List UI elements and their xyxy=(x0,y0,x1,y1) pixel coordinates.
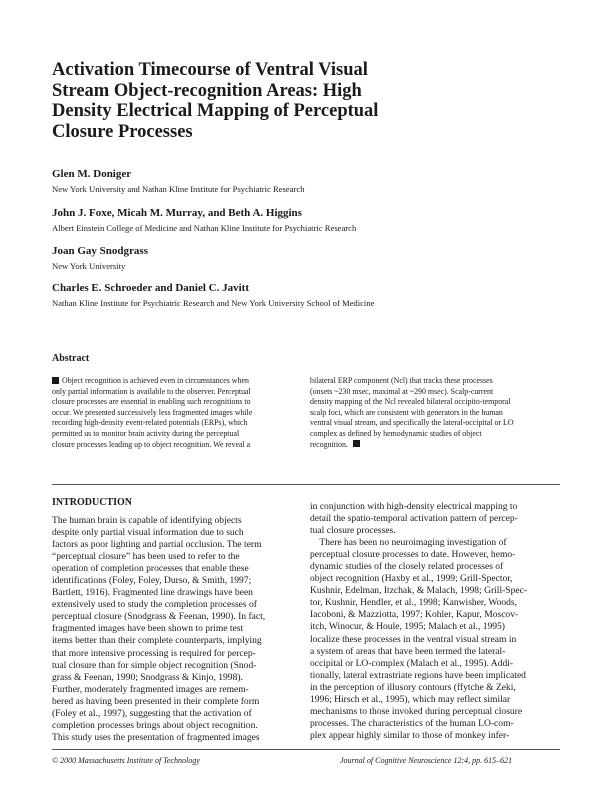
paper-title xyxy=(52,60,472,142)
body-line: tual closure than for simple object recognition (Snod- xyxy=(52,659,257,671)
body-line: factors as poor lighting and partial occlusion. The term xyxy=(52,539,262,551)
abstract-line: occur. We presented successively less fragmented images while xyxy=(52,407,253,417)
body-line: itch, Winocur, & Houle, 1995; Malach et al., 1995) xyxy=(310,621,505,633)
introduction-heading: INTRODUCTION xyxy=(52,497,133,508)
author-names: John J. Foxe, Micah M. Murray, and Beth A. Higgins xyxy=(52,207,302,219)
author-group xyxy=(52,168,572,195)
author-group xyxy=(52,207,572,234)
abstract-line: (onsets ~230 msec, maximal at ~290 msec). Scalp-current xyxy=(310,386,494,396)
abstract-right-column xyxy=(310,376,550,450)
footer-divider xyxy=(52,749,560,750)
body-line: processes. The characteristics of the human LO-com- xyxy=(310,717,514,729)
body-line: grass & Feenan, 1990; Snodgrass & Kinjo, 1998). xyxy=(52,671,243,683)
body-line: despite only partial visual information due to such xyxy=(52,527,244,539)
body-line: perceptual closure (Snodgrass & Feenan, 1990). In fact, xyxy=(52,611,266,623)
body-line: a system of areas that have been termed the lateral- xyxy=(310,645,506,657)
body-line: in conjunction with high-density electrical mapping to xyxy=(310,501,518,512)
abstract-line: density mapping of the Ncl revealed bilateral occipito-temporal xyxy=(310,397,511,407)
body-line: The human brain is capable of identifying objects xyxy=(52,515,242,526)
body-line: localize these processes in the ventral visual stream in xyxy=(310,633,517,645)
body-line: object recognition (Haxby et al., 1999; Grill-Spector, xyxy=(310,573,513,585)
abstract-line: bilateral ERP component (Ncl) that tracks these processes xyxy=(310,376,493,385)
abstract-line: scalp foci, which are consistent with generators in the human xyxy=(310,407,503,417)
title-line: Density Electrical Mapping of Perceptual xyxy=(52,101,379,121)
body-line: dynamic studies of the closely related processes of xyxy=(310,561,504,573)
body-line: plex appear highly similar to those of monkey infer- xyxy=(310,729,510,741)
author-group xyxy=(52,282,572,309)
body-line: “perceptual closure” has been used to refer to the xyxy=(52,551,240,563)
section-marker-icon xyxy=(52,377,59,384)
author-group xyxy=(52,245,572,272)
abstract-line: Object recognition is achieved even in circumstances when xyxy=(52,376,292,387)
body-line: that more intensive processing is required for percep- xyxy=(52,647,256,659)
body-line: tor, Kushnir, Hendler, et al., 1998; Kanwisher, Woods, xyxy=(310,597,517,609)
section-divider xyxy=(52,484,560,485)
abstract-line: recording high-density event-related potentials (ERPs), which xyxy=(52,418,248,428)
author-affiliation: New York University xyxy=(52,261,126,271)
author-affiliation: Albert Einstein College of Medicine and Nathan Kline Institute for Psychiatric Research xyxy=(52,223,357,233)
copyright-notice: © 2000 Massachusetts Institute of Technology xyxy=(52,756,200,765)
body-line: mechanisms to those invoked during perceptual closure xyxy=(310,705,523,717)
body-line: operation of completion processes that enable these xyxy=(52,563,249,575)
author-names: Joan Gay Snodgrass xyxy=(52,245,148,257)
abstract-line: only partial information is available to the observer. Perceptual xyxy=(52,386,251,396)
end-marker-icon xyxy=(353,440,360,447)
body-line: (Foley et al., 1997), suggesting that the activation of xyxy=(52,707,252,719)
body-line: Kushnir, Edelman, Itzchak, & Malach, 1998; Grill-Spec- xyxy=(310,585,528,597)
body-line: bered as having been presented in their complete form xyxy=(52,695,260,707)
abstract-line: closure processes leading up to object recognition. We reveal a xyxy=(52,439,251,449)
body-line: Bartlett, 1916). Fragmented line drawings have been xyxy=(52,587,253,599)
body-line: detail the spatio-temporal activation pattern of percep- xyxy=(310,513,518,525)
body-line: There has been no neuroimaging investigation of xyxy=(310,537,507,549)
abstract-line: recognition. xyxy=(310,440,550,451)
body-line: Iacoboni, & Mazziotta, 1997; Kohler, Kapur, Moscov- xyxy=(310,609,519,621)
body-line: This study uses the presentation of fragmented images xyxy=(52,731,260,743)
body-line: tual closure processes. xyxy=(310,525,396,537)
intro-left-column xyxy=(52,515,300,744)
intro-right-column xyxy=(310,501,558,742)
body-line: completion processes brings about object recognition. xyxy=(52,719,258,731)
journal-citation: Journal of Cognitive Neuroscience 12:4, pp. 615–621 xyxy=(340,756,513,765)
body-line: fragmented images have been shown to prime test xyxy=(52,623,244,635)
author-names: Charles E. Schroeder and Daniel C. Javitt xyxy=(52,282,249,294)
abstract-line: permitted us to monitor brain activity during the perceptual xyxy=(52,428,240,438)
body-line: identifications (Foley, Foley, Durso, & Smith, 1997; xyxy=(52,575,252,587)
abstract-left-column xyxy=(52,376,292,450)
author-names: Glen M. Doniger xyxy=(52,168,132,180)
author-affiliation: New York University and Nathan Kline Institute for Psychiatric Research xyxy=(52,184,305,194)
abstract-line: complex as defined by hemodynamic studies of object xyxy=(310,428,482,438)
title-line: Closure Processes xyxy=(52,121,193,142)
body-line: tionally, lateral extrastriate regions have been implicated xyxy=(310,669,526,681)
body-line: 1996; Hirsch et al., 1995), which may reflect similar xyxy=(310,693,511,705)
body-line: occipital or LO-complex (Malach et al., 1995). Addi- xyxy=(310,657,514,669)
body-line: extensively used to study the completion processes of xyxy=(52,599,257,611)
body-line: perceptual closure processes to date. However, hemo- xyxy=(310,549,516,561)
body-line: in the perception of illusory contours (ffytche & Zeki, xyxy=(310,681,516,693)
body-line: items better than their complete counterparts, implying xyxy=(52,635,262,647)
abstract-line: closure processes are essential in enabling such recognitions to xyxy=(52,397,251,407)
abstract-line: ventral visual stream, and specifically the lateral-occipital or LO xyxy=(310,418,514,428)
author-affiliation: Nathan Kline Institute for Psychiatric Research and New York University School of Medicine xyxy=(52,298,375,308)
body-line: Further, moderately fragmented images are remem- xyxy=(52,683,249,695)
title-line: Activation Timecourse of Ventral Visual xyxy=(52,60,368,80)
abstract-heading: Abstract xyxy=(52,353,90,364)
title-line: Stream Object-recognition Areas: High xyxy=(52,80,362,101)
